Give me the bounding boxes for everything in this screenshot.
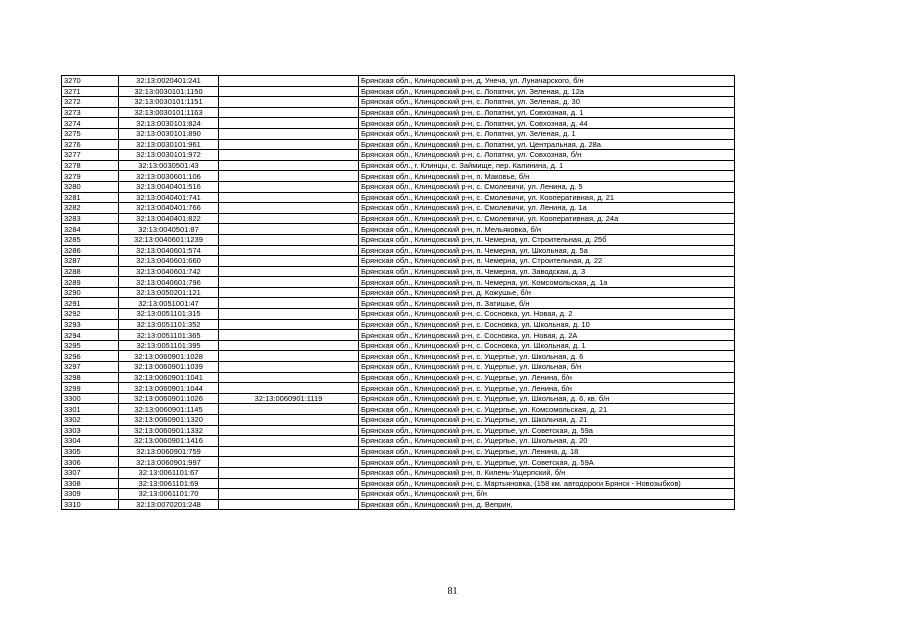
address-cell: Брянская обл., Клинцовский р-н, с. Ущерпье, ул. Школьная, б/н — [359, 362, 735, 373]
row-number-cell: 3273 — [62, 107, 119, 118]
address-cell: Брянская обл., Клинцовский р-н, д. Унеча, ул. Луначарского, б/н — [359, 76, 735, 87]
address-cell: Брянская обл., Клинцовский р-н, с. Ущерпье, ул. Советская, д. 59а — [359, 425, 735, 436]
row-number-cell: 3287 — [62, 256, 119, 267]
row-number-cell: 3281 — [62, 192, 119, 203]
row-number-cell: 3310 — [62, 499, 119, 510]
row-number-cell: 3296 — [62, 351, 119, 362]
address-cell: Брянская обл., Клинцовский р-н, с. Мартьяновка, (158 км. автодороги Брянск - Новозыбков) — [359, 478, 735, 489]
row-number-cell: 3297 — [62, 362, 119, 373]
table-row — [62, 383, 735, 394]
related-cadastral-number-cell — [219, 160, 359, 171]
table-row — [62, 245, 735, 256]
address-cell: Брянская обл., Клинцовский р-н, с. Смолевичи, ул. Ленина, д. 1а — [359, 203, 735, 214]
related-cadastral-number-cell — [219, 457, 359, 468]
row-number-cell: 3274 — [62, 118, 119, 129]
related-cadastral-number-cell — [219, 330, 359, 341]
related-cadastral-number-cell — [219, 415, 359, 426]
related-cadastral-number-cell — [219, 256, 359, 267]
address-cell: Брянская обл., Клинцовский р-н, с. Ущерпье, ул. Ленина, б/н — [359, 383, 735, 394]
row-number-cell: 3301 — [62, 404, 119, 415]
row-number-cell: 3295 — [62, 340, 119, 351]
property-registry-table — [61, 75, 735, 510]
related-cadastral-number-cell — [219, 298, 359, 309]
row-number-cell: 3306 — [62, 457, 119, 468]
address-cell: Брянская обл., Клинцовский р-н, д. Кожушье, б/н — [359, 287, 735, 298]
row-number-cell: 3299 — [62, 383, 119, 394]
related-cadastral-number-cell — [219, 362, 359, 373]
related-cadastral-number-cell — [219, 425, 359, 436]
table-row — [62, 86, 735, 97]
address-cell: Брянская обл., Клинцовский р-н, п. Чемерна, ул. Школьная, д. 5а — [359, 245, 735, 256]
table-row — [62, 181, 735, 192]
cadastral-number-cell: 32:13:0040601:660 — [119, 256, 219, 267]
related-cadastral-number-cell — [219, 309, 359, 320]
row-number-cell: 3282 — [62, 203, 119, 214]
address-cell: Брянская обл., г. Клинцы, с. Займище, пер. Калинина, д. 1 — [359, 160, 735, 171]
address-cell: Брянская обл., Клинцовский р-н, с. Смолевичи, ул. Ленина, д. 5 — [359, 181, 735, 192]
related-cadastral-number-cell — [219, 203, 359, 214]
row-number-cell: 3307 — [62, 467, 119, 478]
address-cell: Брянская обл., Клинцовский р-н, с. Лопатни, ул. Совхозная, д. 1 — [359, 107, 735, 118]
address-cell: Брянская обл., Клинцовский р-н, с. Ущерпье, ул. Школьная, д. 6, кв. б/н — [359, 393, 735, 404]
table-row — [62, 436, 735, 447]
cadastral-number-cell: 32:13:0040401:822 — [119, 213, 219, 224]
cadastral-number-cell: 32:13:0040401:741 — [119, 192, 219, 203]
related-cadastral-number-cell — [219, 319, 359, 330]
related-cadastral-number-cell — [219, 266, 359, 277]
table-row — [62, 192, 735, 203]
related-cadastral-number-cell — [219, 351, 359, 362]
table-row — [62, 287, 735, 298]
address-cell: Брянская обл., Клинцовский р-н, с. Лопатни, ул. Совхозная, б/н — [359, 150, 735, 161]
related-cadastral-number-cell — [219, 436, 359, 447]
row-number-cell: 3276 — [62, 139, 119, 150]
table-row — [62, 150, 735, 161]
address-cell: Брянская обл., Клинцовский р-н, с. Сосновка, ул. Школьная, д. 10 — [359, 319, 735, 330]
address-cell: Брянская обл., Клинцовский р-н, п. Мельяковка, б/н — [359, 224, 735, 235]
related-cadastral-number-cell — [219, 340, 359, 351]
row-number-cell: 3298 — [62, 372, 119, 383]
cadastral-number-cell: 32:13:0030101:961 — [119, 139, 219, 150]
table-row — [62, 478, 735, 489]
related-cadastral-number-cell — [219, 478, 359, 489]
cadastral-number-cell: 32:13:0060901:1041 — [119, 372, 219, 383]
cadastral-number-cell: 32:13:0030501:43 — [119, 160, 219, 171]
cadastral-number-cell: 32:13:0020401:241 — [119, 76, 219, 87]
related-cadastral-number-cell — [219, 404, 359, 415]
cadastral-number-cell: 32:13:0060901:1145 — [119, 404, 219, 415]
address-cell: Брянская обл., Клинцовский р-н, с. Смолевичи, ул. Кооперативная, д. 24а — [359, 213, 735, 224]
cadastral-number-cell: 32:13:0060901:1332 — [119, 425, 219, 436]
address-cell: Брянская обл., Клинцовский р-н, с. Ущерпье, ул. Ленина, д. 18 — [359, 446, 735, 457]
cadastral-number-cell: 32:13:0051101:395 — [119, 340, 219, 351]
table-row — [62, 203, 735, 214]
address-cell: Брянская обл., Клинцовский р-н, с. Ущерпье, ул. Школьная, д. 6 — [359, 351, 735, 362]
related-cadastral-number-cell — [219, 139, 359, 150]
cadastral-number-cell: 32:13:0051101:352 — [119, 319, 219, 330]
table-row — [62, 128, 735, 139]
related-cadastral-number-cell — [219, 372, 359, 383]
related-cadastral-number-cell — [219, 213, 359, 224]
cadastral-number-cell: 32:13:0040401:766 — [119, 203, 219, 214]
cadastral-number-cell: 32:13:0040601:796 — [119, 277, 219, 288]
cadastral-number-cell: 32:13:0060901:1039 — [119, 362, 219, 373]
table-row — [62, 351, 735, 362]
table-row — [62, 457, 735, 468]
address-cell: Брянская обл., Клинцовский р-н, п. Чемерна, ул. Строительная, д. 25б — [359, 234, 735, 245]
table-row — [62, 76, 735, 87]
address-cell: Брянская обл., Клинцовский р-н, с. Лопатни, ул. Зеленая, д. 1 — [359, 128, 735, 139]
related-cadastral-number-cell — [219, 192, 359, 203]
row-number-cell: 3291 — [62, 298, 119, 309]
cadastral-number-cell: 32:13:0030101:972 — [119, 150, 219, 161]
address-cell: Брянская обл., Клинцовский р-н, с. Лопатни, ул. Центральная, д. 28а — [359, 139, 735, 150]
row-number-cell: 3304 — [62, 436, 119, 447]
cadastral-number-cell: 32:13:0060901:1026 — [119, 393, 219, 404]
related-cadastral-number-cell — [219, 86, 359, 97]
row-number-cell: 3305 — [62, 446, 119, 457]
related-cadastral-number-cell — [219, 234, 359, 245]
row-number-cell: 3284 — [62, 224, 119, 235]
address-cell: Брянская обл., Клинцовский р-н, д. Веприн, — [359, 499, 735, 510]
row-number-cell: 3275 — [62, 128, 119, 139]
related-cadastral-number-cell — [219, 76, 359, 87]
row-number-cell: 3277 — [62, 150, 119, 161]
row-number-cell: 3294 — [62, 330, 119, 341]
row-number-cell: 3292 — [62, 309, 119, 320]
cadastral-number-cell: 32:13:0030101:1150 — [119, 86, 219, 97]
related-cadastral-number-cell — [219, 446, 359, 457]
cadastral-number-cell: 32:13:0060901:1028 — [119, 351, 219, 362]
cadastral-number-cell: 32:13:0030101:1163 — [119, 107, 219, 118]
related-cadastral-number-cell — [219, 489, 359, 500]
table-row — [62, 160, 735, 171]
cadastral-number-cell: 32:13:0061101:67 — [119, 467, 219, 478]
table-row — [62, 97, 735, 108]
cadastral-number-cell: 32:13:0040601:1239 — [119, 234, 219, 245]
row-number-cell: 3300 — [62, 393, 119, 404]
cadastral-number-cell: 32:13:0040401:516 — [119, 181, 219, 192]
row-number-cell: 3303 — [62, 425, 119, 436]
cadastral-number-cell: 32:13:0051001:47 — [119, 298, 219, 309]
table-row — [62, 393, 735, 404]
table-row — [62, 340, 735, 351]
address-cell: Брянская обл., Клинцовский р-н, с. Лопатни, ул. Зеленая, д. 12а — [359, 86, 735, 97]
cadastral-number-cell: 32:13:0060901:759 — [119, 446, 219, 457]
table-row — [62, 446, 735, 457]
row-number-cell: 3279 — [62, 171, 119, 182]
cadastral-number-cell: 32:13:0050201:121 — [119, 287, 219, 298]
cadastral-number-cell: 32:13:0061101:69 — [119, 478, 219, 489]
related-cadastral-number-cell — [219, 467, 359, 478]
related-cadastral-number-cell — [219, 128, 359, 139]
related-cadastral-number-cell — [219, 181, 359, 192]
related-cadastral-number-cell — [219, 171, 359, 182]
table-row — [62, 234, 735, 245]
table-row — [62, 107, 735, 118]
table-row — [62, 330, 735, 341]
address-cell: Брянская обл., Клинцовский р-н, с. Лопатни, ул. Совхозная, д. 44 — [359, 118, 735, 129]
cadastral-number-cell: 32:13:0040501:87 — [119, 224, 219, 235]
address-cell: Брянская обл., Клинцовский р-н, с. Ущерпье, ул. Советская, д. 59А — [359, 457, 735, 468]
registry-table-body — [62, 76, 735, 510]
table-row — [62, 499, 735, 510]
table-row — [62, 139, 735, 150]
cadastral-number-cell: 32:13:0030601:106 — [119, 171, 219, 182]
address-cell: Брянская обл., Клинцовский р-н, п. Килень-Ущерпский, б/н — [359, 467, 735, 478]
row-number-cell: 3290 — [62, 287, 119, 298]
address-cell: Брянская обл., Клинцовский р-н, с. Ущерпье, ул. Школьная, д. 20 — [359, 436, 735, 447]
address-cell: Брянская обл., Клинцовский р-н, п. Затишье, б/н — [359, 298, 735, 309]
row-number-cell: 3293 — [62, 319, 119, 330]
address-cell: Брянская обл., Клинцовский р-н, с. Ущерпье, ул. Ленина, б/н — [359, 372, 735, 383]
row-number-cell: 3271 — [62, 86, 119, 97]
address-cell: Брянская обл., Клинцовский р-н, с. Ущерпье, ул. Школьная, д. 21 — [359, 415, 735, 426]
table-row — [62, 467, 735, 478]
table-row — [62, 224, 735, 235]
row-number-cell: 3308 — [62, 478, 119, 489]
table-row — [62, 256, 735, 267]
table-row — [62, 362, 735, 373]
cadastral-number-cell: 32:13:0030101:1151 — [119, 97, 219, 108]
related-cadastral-number-cell — [219, 107, 359, 118]
address-cell: Брянская обл., Клинцовский р-н, п. Маковье, б/н — [359, 171, 735, 182]
cadastral-number-cell: 32:13:0060901:1044 — [119, 383, 219, 394]
table-row — [62, 171, 735, 182]
cadastral-number-cell: 32:13:0030101:824 — [119, 118, 219, 129]
cadastral-number-cell: 32:13:0061101:70 — [119, 489, 219, 500]
cadastral-number-cell: 32:13:0070201:248 — [119, 499, 219, 510]
address-cell: Брянская обл., Клинцовский р-н, с. Смолевичи, ул. Кооперативная, д. 21 — [359, 192, 735, 203]
page-number: 81 — [447, 586, 458, 597]
table-row — [62, 319, 735, 330]
address-cell: Брянская обл., Клинцовский р-н, с. Ущерпье, ул. Комсомольская, д. 21 — [359, 404, 735, 415]
table-row — [62, 277, 735, 288]
cadastral-number-cell: 32:13:0030101:890 — [119, 128, 219, 139]
row-number-cell: 3309 — [62, 489, 119, 500]
row-number-cell: 3272 — [62, 97, 119, 108]
related-cadastral-number-cell — [219, 287, 359, 298]
cadastral-number-cell: 32:13:0060901:1416 — [119, 436, 219, 447]
address-cell: Брянская обл., Клинцовский р-н, б/н — [359, 489, 735, 500]
related-cadastral-number-cell — [219, 150, 359, 161]
cadastral-number-cell: 32:13:0040601:742 — [119, 266, 219, 277]
table-row — [62, 266, 735, 277]
related-cadastral-number-cell — [219, 245, 359, 256]
row-number-cell: 3289 — [62, 277, 119, 288]
address-cell: Брянская обл., Клинцовский р-н, п. Чемерна, ул. Комсомольская, д. 1а — [359, 277, 735, 288]
table-row — [62, 489, 735, 500]
related-cadastral-number-cell — [219, 499, 359, 510]
related-cadastral-number-cell — [219, 97, 359, 108]
address-cell: Брянская обл., Клинцовский р-н, с. Сосновка, ул. Новая, д. 2А — [359, 330, 735, 341]
related-cadastral-number-cell — [219, 118, 359, 129]
row-number-cell: 3302 — [62, 415, 119, 426]
address-cell: Брянская обл., Клинцовский р-н, с. Сосновка, ул. Новая, д. 2 — [359, 309, 735, 320]
table-row — [62, 372, 735, 383]
row-number-cell: 3285 — [62, 234, 119, 245]
row-number-cell: 3283 — [62, 213, 119, 224]
related-cadastral-number-cell — [219, 277, 359, 288]
cadastral-number-cell: 32:13:0040601:574 — [119, 245, 219, 256]
table-row — [62, 118, 735, 129]
related-cadastral-number-cell — [219, 224, 359, 235]
row-number-cell: 3286 — [62, 245, 119, 256]
table-row — [62, 309, 735, 320]
row-number-cell: 3280 — [62, 181, 119, 192]
address-cell: Брянская обл., Клинцовский р-н, с. Лопатни, ул. Зеленая, д. 30 — [359, 97, 735, 108]
related-cadastral-number-cell — [219, 383, 359, 394]
table-row — [62, 213, 735, 224]
table-row — [62, 404, 735, 415]
row-number-cell: 3288 — [62, 266, 119, 277]
row-number-cell: 3270 — [62, 76, 119, 87]
cadastral-number-cell: 32:13:0051101:365 — [119, 330, 219, 341]
address-cell: Брянская обл., Клинцовский р-н, п. Чемерна, ул. Строительная, д. 22 — [359, 256, 735, 267]
table-row — [62, 425, 735, 436]
address-cell: Брянская обл., Клинцовский р-н, с. Сосновка, ул. Школьная, д. 1 — [359, 340, 735, 351]
cadastral-number-cell: 32:13:0060901:997 — [119, 457, 219, 468]
row-number-cell: 3278 — [62, 160, 119, 171]
table-row — [62, 298, 735, 309]
related-cadastral-number-cell: 32:13:0060901:1119 — [219, 393, 359, 404]
cadastral-number-cell: 32:13:0060901:1320 — [119, 415, 219, 426]
table-row — [62, 415, 735, 426]
cadastral-number-cell: 32:13:0051101:315 — [119, 309, 219, 320]
address-cell: Брянская обл., Клинцовский р-н, п. Чемерна, ул. Заводская, д. 3 — [359, 266, 735, 277]
